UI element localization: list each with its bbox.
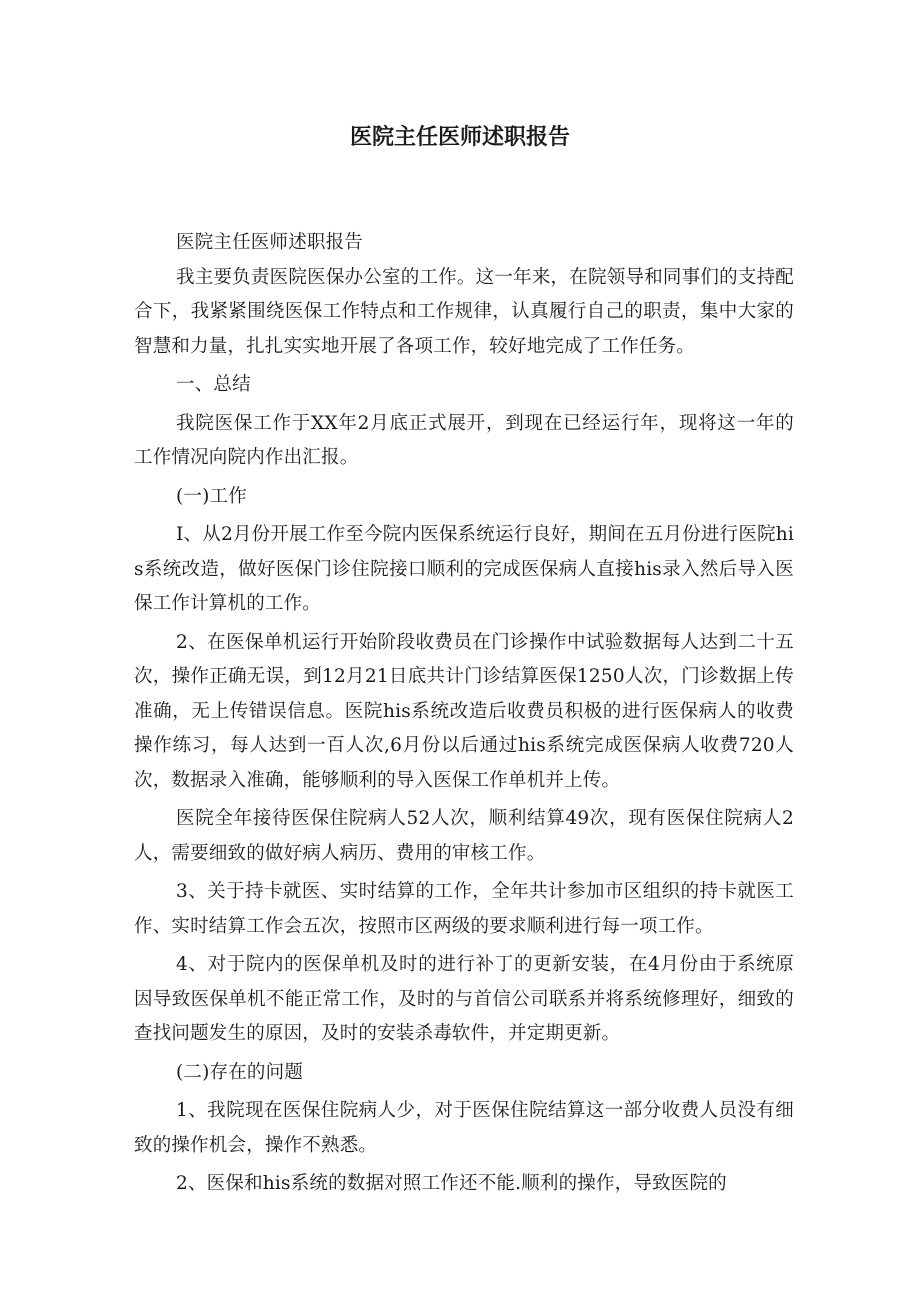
inpatient-paragraph: 医院全年接待医保住院病人52人次，顺利结算49次，现有医保住院病人2人，需要细致的做好病人病历、费用的审核工作。 xyxy=(134,808,794,864)
section-heading-summary: 一、总结 xyxy=(176,374,251,395)
subsection-heading-work: (一)工作 xyxy=(176,485,247,507)
subtitle-paragraph: 医院主任医师述职报告 xyxy=(176,232,364,253)
work-item-4: 4、对于院内的医保单机及时的进行补丁的更新安装，在4月份由于系统原因导致医保单机不能正常工作，及时的与首信公司联系并将系统修理好，细致的查找问题发生的原因，及时的安装杀毒软件，并定期更新。 xyxy=(134,954,794,1044)
work-item-3: 3、关于持卡就医、实时结算的工作，全年共计参加市区组织的持卡就医工作、实时结算工作会五次，按照市区两级的要求顺利进行每一项工作。 xyxy=(134,881,794,937)
summary-paragraph: 我院医保工作于XX年2月底正式展开，到现在已经运行年，现将这一年的工作情况向院内作出汇报。 xyxy=(134,412,794,468)
intro-paragraph: 我主要负责医院医保办公室的工作。这一年来，在院领导和同事们的支持配合下，我紧紧围绕医保工作特点和工作规律，认真履行自己的职责，集中大家的智慧和力量，扎扎实实地开展了各项工作，较好地完成了工作任务。 xyxy=(134,266,794,357)
problem-item-2: 2、医保和his系统的数据对照工作还不能.顺利的操作，导致医院的 xyxy=(176,1173,727,1194)
page-title: 医院主任医师述职报告 xyxy=(349,125,570,150)
document-body xyxy=(134,226,794,1202)
work-item-1: I、从2月份开展工作至今院内医保系统运行良好，期间在五月份进行医院his系统改造，做好医保门诊住院接口顺利的完成医保病人直接his录入然后导入医保工作计算机的工作。 xyxy=(134,524,794,614)
work-item-2: 2、在医保单机运行开始阶段收费员在门诊操作中试验数据每人达到二十五次，操作正确无误，到12月21日底共计门诊结算医保1250人次，门诊数据上传准确，无上传错误信息。医院his系统改造后收费员积极的进行医保病人的收费操作练习，每人达到一百人次,6月份以后通过his系统完成医保病人收费720人次，数据录入准确，能够顺利的导入医保工作单机并上传。 xyxy=(134,631,794,791)
problem-item-1: 1、我院现在医保住院病人少，对于医保住院结算这一部分收费人员没有细致的操作机会，操作不熟悉。 xyxy=(134,1100,794,1156)
subsection-heading-problems: (二)存在的问题 xyxy=(176,1061,304,1083)
